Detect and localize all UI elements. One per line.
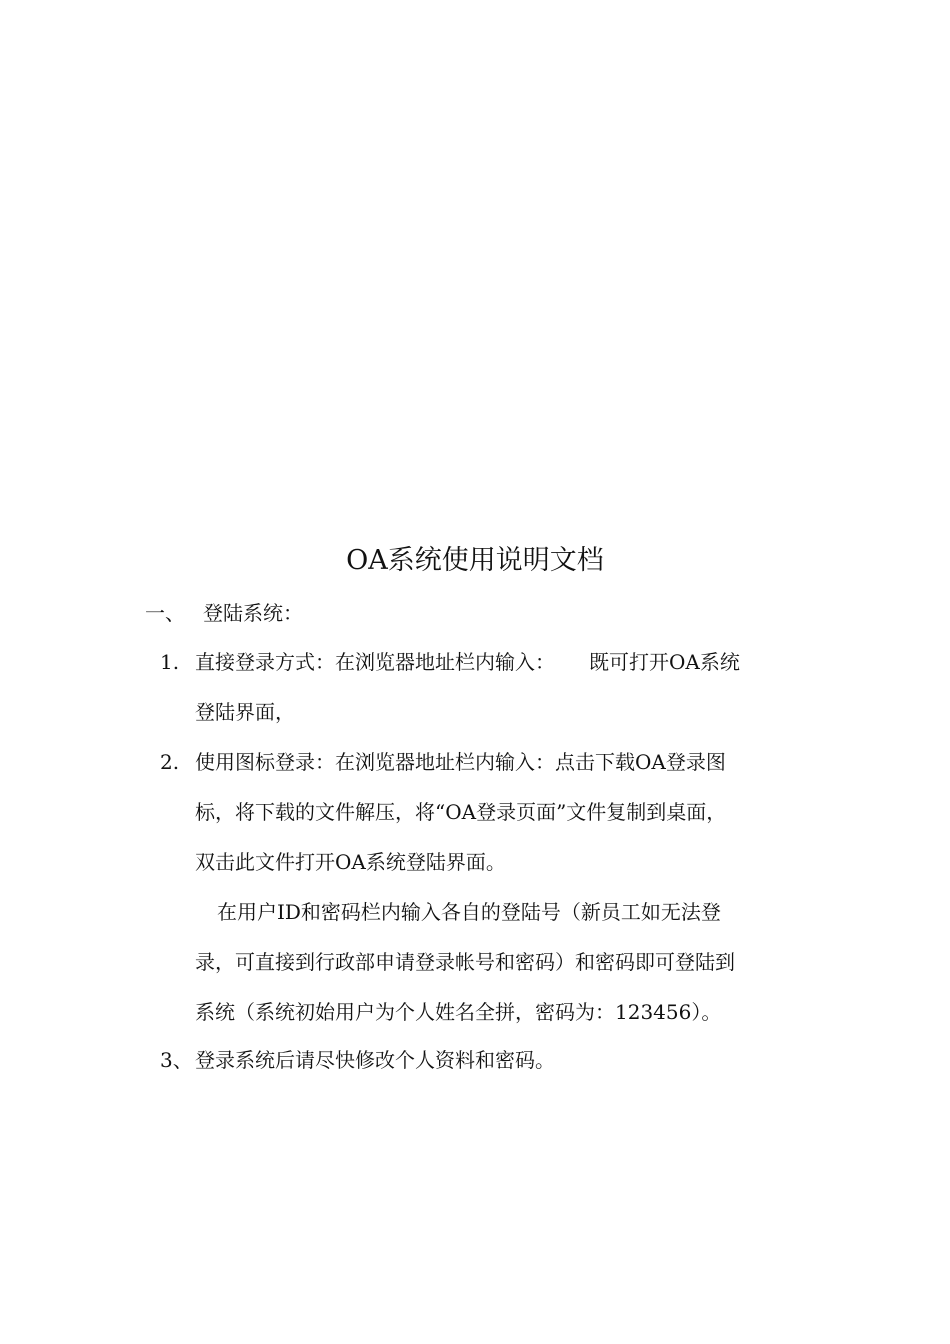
section-heading-login xyxy=(145,598,303,628)
text-line: 系统（系统初始用户为个人姓名全拼，密码为：123456）。 xyxy=(195,1000,722,1024)
list-marker: 2. xyxy=(160,750,180,774)
list-item-body xyxy=(195,737,825,1037)
list-item-body xyxy=(195,1035,825,1085)
section-number: 一、 xyxy=(145,601,185,625)
list-item-direct-login xyxy=(160,637,840,737)
list-marker: 1. xyxy=(160,650,180,674)
text-segment: 直接登录方式：在浏览器地址栏内输入： xyxy=(195,650,555,674)
list-marker: 3、 xyxy=(160,1048,193,1072)
text-line: 标，将下载的文件解压，将“OA登录页面”文件复制到桌面， xyxy=(195,800,727,824)
text-line: 录，可直接到行政部申请登录帐号和密码）和密码即可登陆到 xyxy=(195,950,735,974)
text-segment: 既可打开OA系统 xyxy=(589,650,740,674)
list-item-change-password xyxy=(160,1035,840,1085)
list-item-icon-login xyxy=(160,737,840,1037)
text-line xyxy=(195,637,825,687)
text-segment: 在用户ID和密码栏内输入各自的登陆号（新员工如无法登 xyxy=(217,900,721,924)
section-heading-text: 登陆系统： xyxy=(203,601,303,625)
text-line: 登录系统后请尽快修改个人资料和密码。 xyxy=(195,1048,555,1072)
text-line: 登陆界面， xyxy=(195,700,295,724)
list-item-body xyxy=(195,637,825,737)
document-title: OA系统使用说明文档 xyxy=(346,545,604,576)
text-line xyxy=(195,887,825,937)
text-line: 双击此文件打开OA系统登陆界面。 xyxy=(195,850,506,874)
text-line: 使用图标登录：在浏览器地址栏内输入：点击下载OA登录图 xyxy=(195,750,726,774)
